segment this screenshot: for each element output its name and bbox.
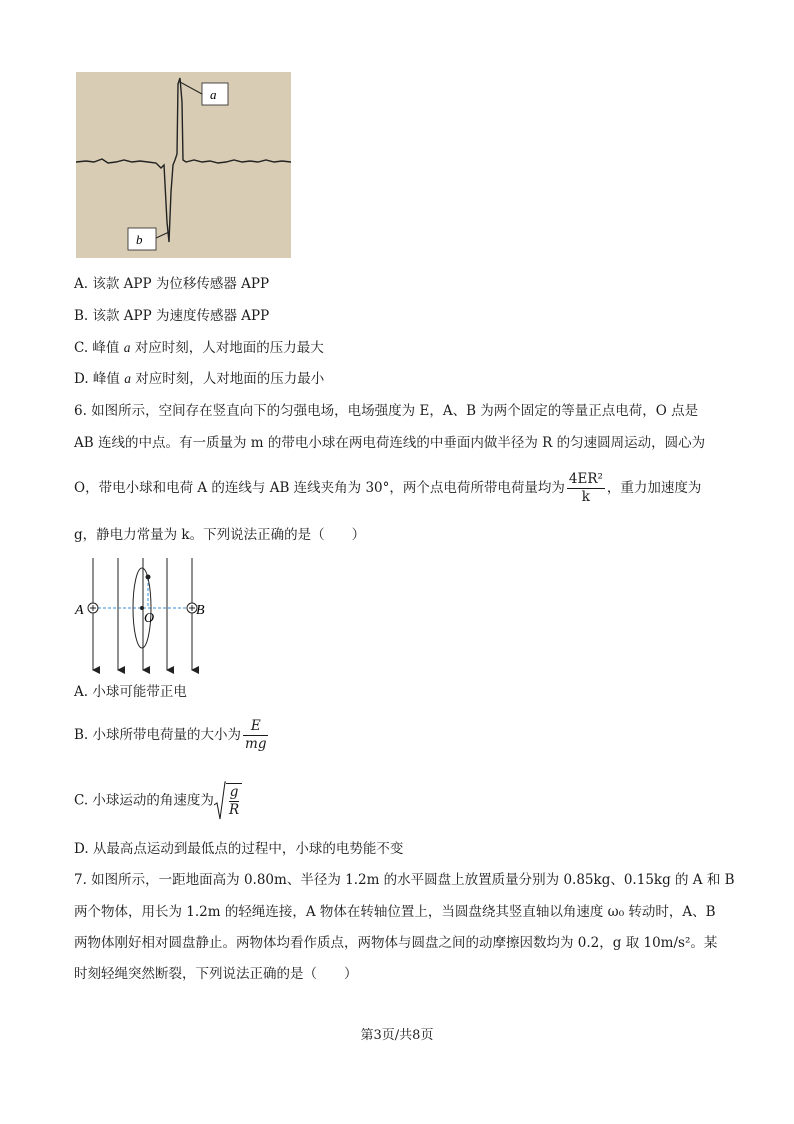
label-center-o: O	[144, 611, 155, 626]
q5-option-d-prefix: D. 峰值	[74, 371, 125, 387]
q5-option-d-var: a	[124, 371, 131, 386]
charge-a	[88, 603, 98, 613]
page-number: 第3页/共8页	[360, 1028, 434, 1043]
q6-option-c-radicand	[226, 783, 242, 819]
q6-option-b-numerator: E	[243, 718, 268, 736]
q7-line-1: 7. 如图所示，一距地面高为 0.80m、半径为 1.2m 的水平圆盘上放置质量分别为 0.85kg、0.15kg 的 A 和 B	[74, 872, 735, 888]
q5-option-c-suffix: 对应时刻，人对地面的压力最大	[130, 340, 324, 356]
label-charge-b: B	[196, 603, 205, 618]
q6-line-3-pre: O，带电小球和电荷 A 的连线与 AB 连线夹角为 30°，两个点电荷所带电荷量均为	[74, 480, 565, 496]
q6-option-c-pre: C. 小球运动的角速度为	[74, 792, 214, 809]
q6-charge-denominator: k	[581, 489, 590, 505]
center-point-o	[140, 606, 144, 610]
q5-option-c-var: a	[123, 340, 131, 355]
q6-option-b-denominator: mg	[245, 736, 267, 752]
q6-charge-fraction	[567, 471, 605, 506]
figure-waveform	[76, 72, 291, 258]
charged-ball	[146, 575, 151, 580]
q6-option-c-numerator: g	[229, 784, 239, 800]
field-lines	[93, 558, 192, 670]
radical-sign-icon	[214, 781, 226, 821]
q6-option-b-fraction	[243, 718, 268, 753]
q6-charge-numerator: 4ER²	[568, 471, 603, 487]
q7-line-4: 时刻轻绳突然断裂，下列说法正确的是（ ）	[74, 966, 358, 982]
q7-line-2: 两个物体，用长为 1.2m 的轻绳连接，A 物体在转轴位置上，当圆盘绕其竖直轴以角速度 ω₀ 转动时，A、B	[74, 904, 716, 920]
q5-option-d-suffix: 对应时刻，人对地面的压力最小	[130, 371, 325, 387]
q6-option-c-sqrt	[214, 781, 242, 821]
q6-option-b	[74, 717, 270, 753]
label-charge-a: A	[75, 603, 84, 618]
q5-option-b: B. 该款 APP 为速度传感器 APP	[74, 308, 270, 324]
q6-line-4: g，静电力常量为 k。下列说法正确的是（ ）	[74, 527, 366, 543]
q5-option-c	[74, 339, 324, 357]
waveform-background	[76, 72, 291, 258]
label-a: a	[210, 87, 217, 102]
q6-option-c-denominator: R	[228, 802, 240, 818]
q6-option-c	[74, 781, 242, 821]
q6-line-3-post: ，重力加速度为	[606, 480, 702, 496]
q6-line-2: AB 连线的中点。有一质量为 m 的带电小球在两电荷连线的中垂面内做半径为 R 的匀速圆周运动，圆心为	[74, 435, 706, 451]
q5-option-c-prefix: C. 峰值	[74, 340, 124, 356]
q5-option-a: A. 该款 APP 为位移传感器 APP	[74, 276, 270, 292]
q6-field-diagram	[72, 556, 222, 676]
q6-figure	[72, 556, 222, 676]
q6-option-a: A. 小球可能带正电	[74, 684, 187, 700]
q6-line-3	[74, 470, 701, 506]
q7-line-3: 两物体刚好相对圆盘静止。两物体均看作质点，两物体与圆盘之间的动摩擦因数均为 0.2，g 取 10m/s²。某	[74, 935, 718, 951]
q6-line-1: 6. 如图所示，空间存在竖直向下的匀强电场，电场强度为 E，A、B 为两个固定的等量正点电荷，O 点是	[74, 403, 699, 419]
q6-option-b-pre: B. 小球所带电荷量的大小为	[74, 727, 242, 743]
q6-option-d: D. 从最高点运动到最低点的过程中，小球的电势能不变	[74, 841, 404, 857]
q5-option-d	[74, 370, 324, 388]
waveform-graph	[76, 72, 291, 258]
label-b: b	[136, 232, 143, 247]
